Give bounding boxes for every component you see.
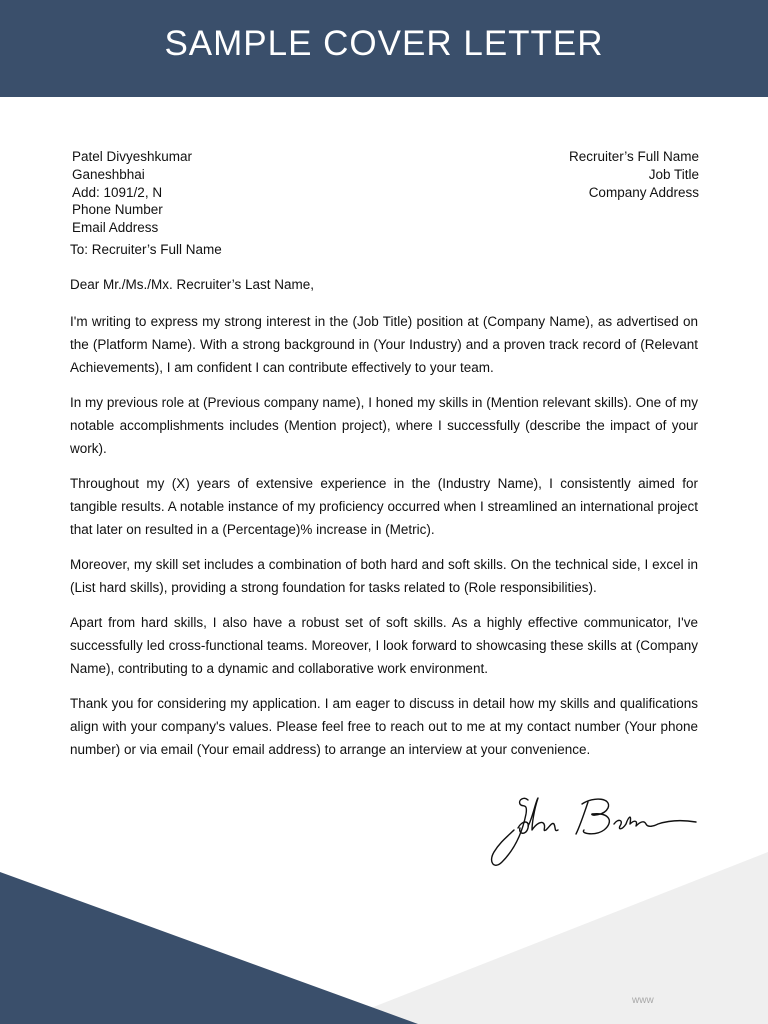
sender-block (72, 148, 192, 237)
sender-name-2: Ganeshbhai (72, 166, 145, 182)
body-paragraph-1: I'm writing to express my strong interest in the (Job Title) position at (Company Name), as advertised on the (Platform Name). With a strong background in (Your Industry) and a proven track record of (Relevant Achievements), I am confident I can contribute effectively to your team. (70, 314, 698, 375)
footer-navy-wedge (0, 872, 418, 1024)
footer-gray-wedge (330, 852, 768, 1024)
body-paragraph-4: Moreover, my skill set includes a combination of both hard and soft skills. On the technical side, I excel in (List hard skills), providing a strong foundation for tasks related to (Role responsibilities). (70, 557, 698, 595)
recipient-block (569, 148, 699, 201)
footer-mark: www (632, 995, 654, 1006)
body-paragraph-3: Throughout my (X) years of extensive experience in the (Industry Name), I consistently aimed for tangible results. A notable instance of my proficiency occurred when I streamlined an international project that later on resulted in a (Percentage)% increase in (Metric). (70, 476, 698, 537)
letter-body (70, 310, 698, 773)
sender-name: Patel Divyeshkumar (72, 149, 193, 164)
sender-phone: Phone Number (72, 202, 163, 218)
recipient-company-address: Company Address (588, 184, 699, 200)
to-line: To: Recruiter’s Full Name (70, 242, 222, 257)
body-paragraph-6: Thank you for considering my application. I am eager to discuss in detail how my skills and qualifications align with your company's values. Please feel free to reach out to me at my contact number (Your phone number) or via email (Your email address) to arrange an interview at your convenience. (70, 696, 698, 757)
body-paragraph-2: In my previous role at (Previous company name), I honed my skills in (Mention relevant skills). One of my notable accomplishments includes (Mention project), where I successfully (describe the impact of your work). (70, 395, 698, 456)
recipient-job-title: Job Title (648, 166, 699, 182)
sender-email: Email Address (72, 220, 159, 236)
page-title: SAMPLE COVER LETTER (164, 24, 604, 63)
recipient-name: Recruiter’s Full Name (568, 149, 699, 164)
salutation: Dear Mr./Ms./Mx. Recruiter’s Last Name, (70, 277, 315, 292)
body-paragraph-5: Apart from hard skills, I also have a robust set of soft skills. As a highly effective communicator, I've successfully led cross-functional teams. Moreover, I look forward to showcasing these skills at (Company Name), contributing to a dynamic and collaborative work environment. (70, 615, 698, 676)
sender-address: Add: 1091/2, N (72, 184, 163, 200)
